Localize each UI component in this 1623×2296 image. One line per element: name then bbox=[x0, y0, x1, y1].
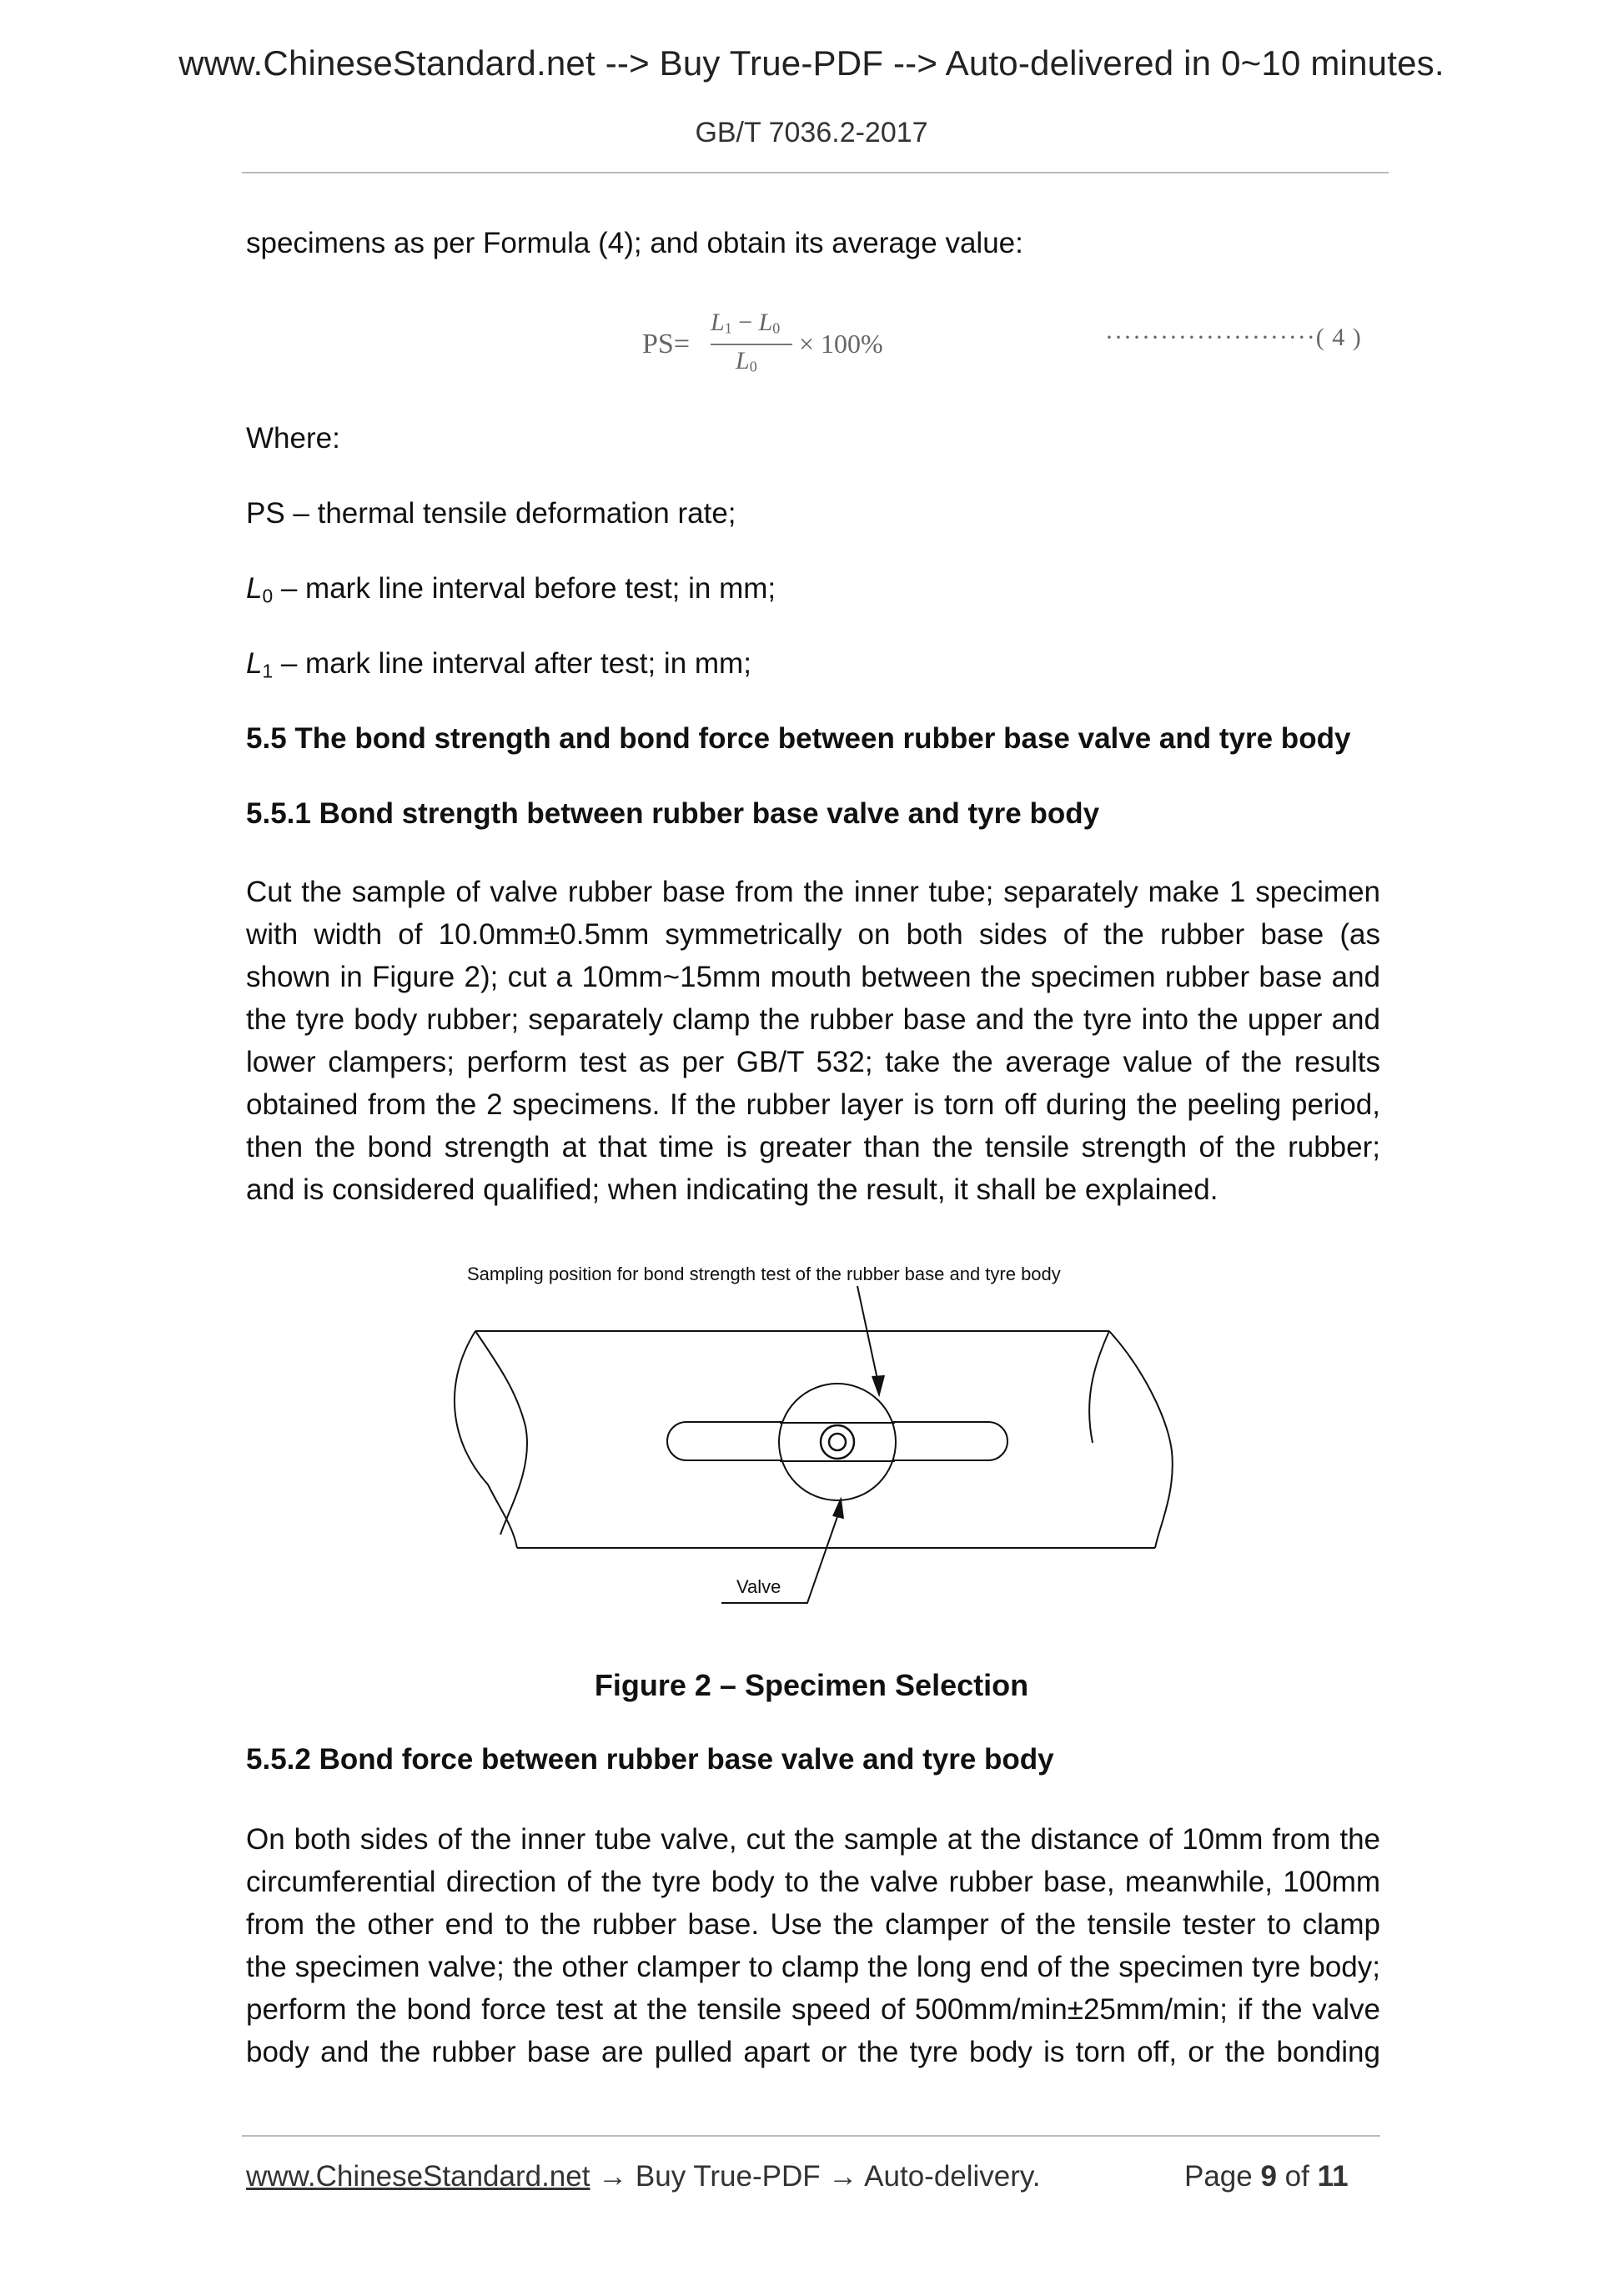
page-indicator: Page 9 of 11 bbox=[1184, 2160, 1349, 2193]
leader-line-top bbox=[857, 1286, 879, 1387]
equation-number: ·······················( 4 ) bbox=[1105, 324, 1362, 351]
formula-lhs: PS= bbox=[642, 329, 690, 359]
figure-2-specimen-selection bbox=[450, 1259, 1201, 1630]
paragraph-line: from the other end to the rubber base. Use the clamper of the tensile tester to clamp bbox=[246, 1908, 1380, 1941]
current-page: 9 bbox=[1260, 2160, 1277, 2193]
paragraph-line: lower clampers; perform test as per GB/T 532; take the average value of the results bbox=[246, 1046, 1380, 1078]
paragraph-line: body and the rubber base are pulled apart or the tyre body is torn off, or the bonding bbox=[246, 2036, 1380, 2068]
formula-numerator: L1 − L0 bbox=[711, 309, 781, 337]
footer-tagline: → Buy True-PDF → Auto-delivery. bbox=[590, 2160, 1041, 2193]
arrow-head-valve bbox=[833, 1500, 843, 1519]
footer-link[interactable]: www.ChineseStandard.net bbox=[246, 2160, 590, 2193]
paragraph-line: obtained from the 2 specimens. If the rubber layer is torn off during the peeling period, bbox=[246, 1088, 1380, 1121]
figure-caption: Figure 2 – Specimen Selection bbox=[594, 1668, 1029, 1702]
formula-rhs: × 100% bbox=[799, 329, 883, 359]
label-valve: Valve bbox=[736, 1576, 781, 1597]
paragraph-line: and is considered qualified; when indicating the result, it shall be explained. bbox=[246, 1173, 1219, 1206]
total-pages: 11 bbox=[1317, 2160, 1349, 2193]
label-sampling-position: Sampling position for bond strength test of the rubber base and tyre body bbox=[467, 1264, 1061, 1284]
formula-denominator: L0 bbox=[736, 347, 757, 375]
paragraph-line: Cut the sample of valve rubber base from the inner tube; separately make 1 specimen bbox=[246, 876, 1380, 908]
figure-2-drawing bbox=[450, 1259, 1201, 1626]
document-id: GB/T 7036.2-2017 bbox=[695, 117, 928, 148]
paragraph-line: shown in Figure 2); cut a 10mm~15mm mouth between the specimen rubber base and bbox=[246, 961, 1380, 993]
tube-right-break-inner bbox=[1089, 1331, 1109, 1443]
paragraph-5-5-1 bbox=[246, 871, 1380, 1211]
paragraph-line: On both sides of the inner tube valve, cut the sample at the distance of 10mm from the bbox=[246, 1823, 1380, 1856]
formula-4 bbox=[642, 309, 909, 384]
definition-l1: $L_1$ – mark line interval after test; in mm; bbox=[246, 647, 751, 682]
paragraph-line: the specimen valve; the other clamper to clamp the long end of the specimen tyre body; bbox=[246, 1951, 1380, 1983]
paragraph-line: circumferential direction of the tyre body to the valve rubber base, meanwhile, 100mm bbox=[246, 1866, 1380, 1898]
tube-right-break bbox=[1109, 1331, 1173, 1548]
source-banner: www.ChineseStandard.net --> Buy True-PDF --> Auto-delivered in 0~10 minutes. bbox=[178, 43, 1445, 83]
definition-l0: $L_0$ – mark line interval before test; in mm; bbox=[246, 572, 776, 607]
footer-left bbox=[246, 2160, 1041, 2193]
paragraph-line: perform the bond force test at the tensile speed of 500mm/min±25mm/min; if the valve bbox=[246, 1993, 1380, 2026]
definition-ps: PS – thermal tensile deformation rate; bbox=[246, 497, 736, 530]
heading-5-5-1: 5.5.1 Bond strength between rubber base valve and tyre body bbox=[246, 797, 1100, 830]
paragraph-line: then the bond strength at that time is greater than the tensile strength of the rubber; bbox=[246, 1131, 1380, 1163]
heading-5-5: 5.5 The bond strength and bond force between rubber base valve and tyre body bbox=[246, 722, 1351, 755]
fraction-bar bbox=[711, 344, 792, 345]
paragraph-line: the tyre body rubber; separately clamp the rubber base and the tyre into the upper and bbox=[246, 1003, 1380, 1036]
tube-left-break-inner bbox=[475, 1331, 527, 1535]
intro-line: specimens as per Formula (4); and obtain its average value: bbox=[246, 227, 1023, 259]
heading-5-5-2: 5.5.2 Bond force between rubber base valve and tyre body bbox=[246, 1743, 1054, 1776]
arrow-head-top bbox=[872, 1375, 884, 1394]
header-divider bbox=[242, 172, 1389, 173]
where-label: Where: bbox=[246, 422, 340, 455]
footer-divider bbox=[242, 2135, 1380, 2137]
paragraph-line: with width of 10.0mm±0.5mm symmetrically on both sides of the rubber base (as bbox=[246, 918, 1380, 951]
valve-inner-ring bbox=[829, 1434, 846, 1450]
paragraph-5-5-2 bbox=[246, 1818, 1380, 2073]
